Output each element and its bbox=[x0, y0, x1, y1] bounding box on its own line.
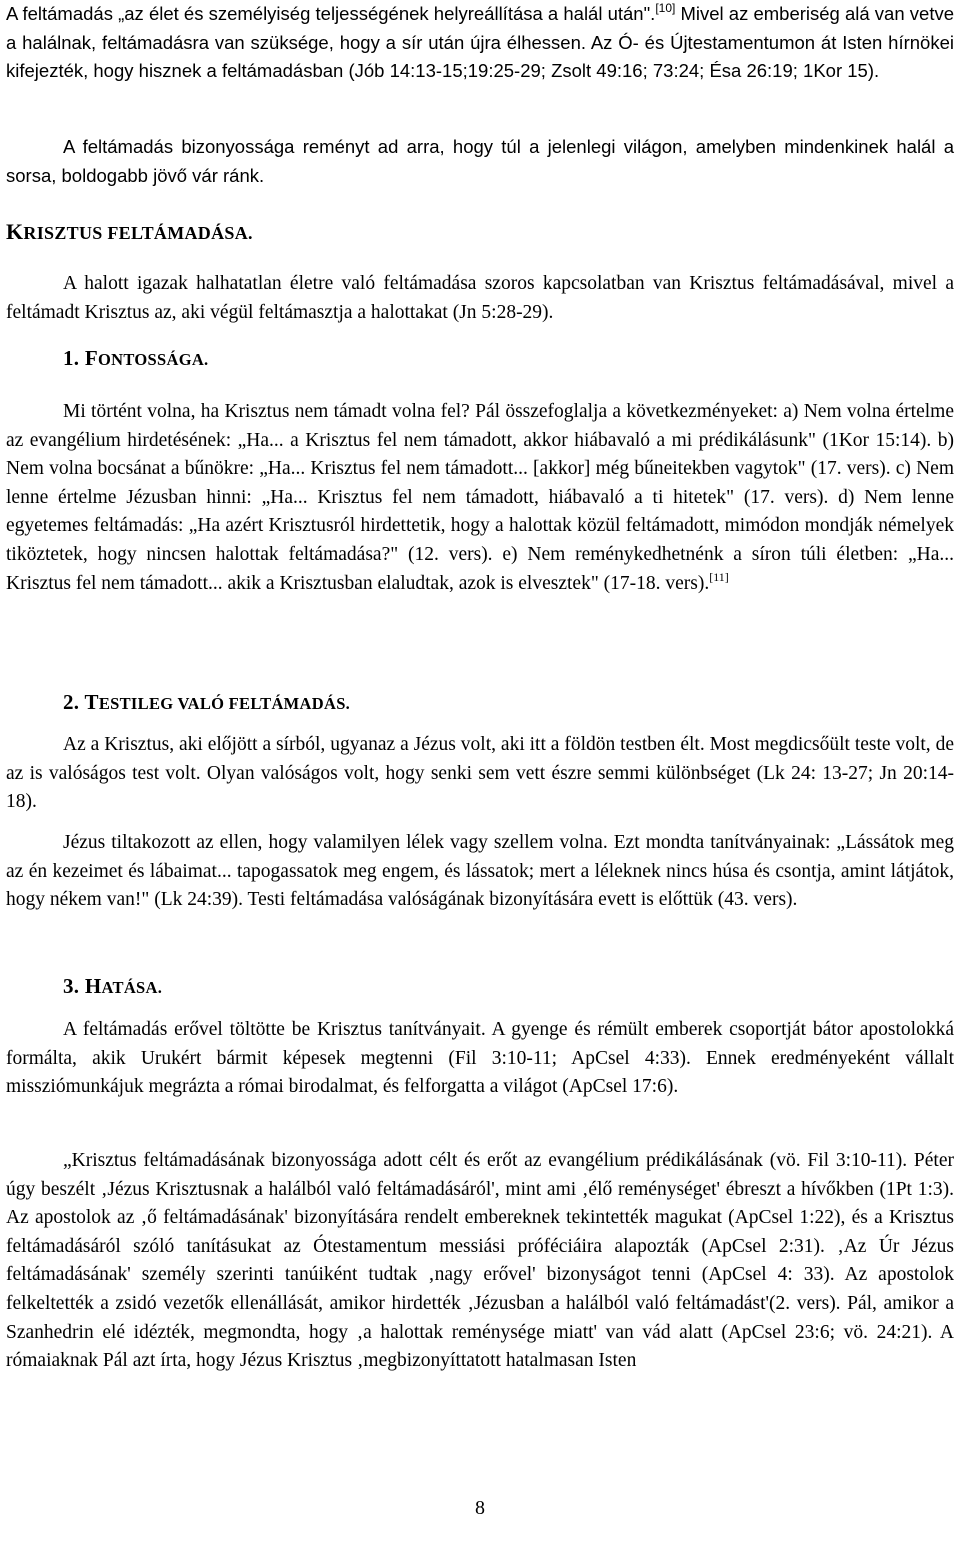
heading-bodily-resurrection: 2. TESTILEG VALÓ FELTÁMADÁS. bbox=[63, 690, 351, 714]
paragraph-bodily-2: Jézus tiltakozott az ellen, hogy valamilyen lélek vagy szellem volna. Ezt mondta tanítványainak: „Lássátok meg az én kezeimet és lábaimat... tapogassatok meg engem, és lássatok; mert a léleknek nincs húsa és csontja, amint látjátok, hogy nékem van!" (Lk 24:39). Testi feltámadása valóságának bizonyítására evett is előttük (43. vers). bbox=[6, 832, 954, 911]
paragraph-christ: A halott igazak halhatatlan életre való feltámadása szoros kapcsolatban van Krisztus feltámadásával, mivel a feltámadt Krisztus az, aki végül feltámasztja a halottakat (Jn 5:28-29). bbox=[6, 273, 954, 323]
paragraph-intro-text-2: Mivel az emberiség alá van vetve a halálnak, feltámadásra van szüksége, hogy a sír után újra élhessen. Az Ó- és Újtestamentumon át Isten hírnökei kifejezték, hogy hisznek a feltámadásban (Jób 14:13-15;19:25-29; Zsolt 49:16; 73:24; Ésa 26:19; 1Kor 15). bbox=[6, 3, 954, 82]
paragraph-importance bbox=[6, 398, 954, 598]
paragraph-importance-text: Mi történt volna, ha Krisztus nem támadt volna fel? Pál összefoglalja a következményeket: a) Nem volna értelme az evangélium hirdetésének: „Ha... a Krisztus fel nem támadott, akkor hiábavaló a mi prédikálásunk" (1Kor 15:14). b) Nem volna bocsánat a bűnökre: „Ha... Krisztus fel nem támadott... [akkor] még bűneitekben vagytok" (17. vers). c) Nem lenne értelme Jézusban hinni: „Ha... Krisztus fel nem támadott, hiábavaló a ti hitetek" (17. vers). d) Nem lenne egyetemes feltámadás: „Ha azért Krisztusról hirdettetik, hogy a halottak közül feltámadott, mimódon mondják némelyek tiköztetek, hogy nincsen halottak feltámadása?" (12. vers). e) Nem reménykedhetnénk a síron túli életben: „Ha... Krisztus fel nem támadott... akik a Krisztusban elaludtak, azok is elvesztek" (17-18. vers). bbox=[6, 401, 954, 594]
paragraph-intro bbox=[6, 0, 954, 86]
heading-effect: 3. HATÁSA. bbox=[63, 974, 163, 998]
paragraph-hope: A feltámadás bizonyossága reményt ad arra, hogy túl a jelenlegi világon, amelyben mindenkinek halál a sorsa, boldogabb jövő vár ránk. bbox=[6, 136, 954, 186]
page-number: 8 bbox=[475, 1497, 485, 1519]
paragraph-bodily-1: Az a Krisztus, aki előjött a sírból, ugyanaz a Jézus volt, aki itt a földön testben élt. Most megdicsőült teste volt, de az is valóságos test volt. Olyan valóságos volt, hogy senki sem vett észre semmi különbséget (Lk 24: 13-27; Jn 20:14-18). bbox=[6, 734, 954, 813]
heading-importance: 1. FONTOSSÁGA. bbox=[63, 346, 209, 370]
paragraph-effect-1: A feltámadás erővel töltötte be Krisztus tanítványait. A gyenge és rémült emberek csoportját bátor apostolokká formálta, akik Urukért bármit képesek megtenni (Fil 3:10-11; ApCsel 4:33). Ennek eredményeként vállalt missziómunkájuk megrázta a római birodalmat, és felforgatta a világot (ApCsel 17:6). bbox=[6, 1019, 954, 1098]
footnote-ref-10[interactable]: [10] bbox=[655, 1, 676, 15]
paragraph-effect-2: „Krisztus feltámadásának bizonyossága adott célt és erőt az evangélium prédikálásának (vö. Fil 3:10-11). Péter úgy beszélt ‚Jézus Krisztusnak a halálból való feltámadásáról', mint ami ‚élő reménységet' ébreszt a hívőkben (1Pt 1:3). Az apostolok az ‚ő feltámadásának' bizonyítására rendelt embereknek tekintették magukat (ApCsel 1:22), és a Krisztus feltámadásáról szóló tanításukat az Ótestamentum messiási próféciáira alapozták (ApCsel 2:31). ‚Az Úr Jézus feltámadásának' személy szerinti tanúiként tudtak ‚nagy erővel' bizonyságot tenni (ApCsel 4: 33). Az apostolok felkeltették a zsidó vezetők ellenállását, amikor hirdették ‚Jézusban a halálból való feltámadást'(2. vers). Pál, amikor a Szanhedrin elé idézték, megmondta, hogy ‚a halottak reménysége miatt' van vád alatt (ApCsel 23:6; vö. 24:21). A rómaiaknak Pál azt írta, hogy Jézus Krisztus ‚megbizonyíttatott hatalmasan Isten bbox=[6, 1150, 954, 1372]
footnote-ref-11[interactable]: [11] bbox=[709, 569, 729, 584]
paragraph-intro-text: A feltámadás „az élet és személyiség teljességének helyreállítása a halál után". bbox=[6, 3, 656, 24]
heading-christ-resurrection: KRISZTUS FELTÁMADÁSA. bbox=[6, 219, 253, 244]
